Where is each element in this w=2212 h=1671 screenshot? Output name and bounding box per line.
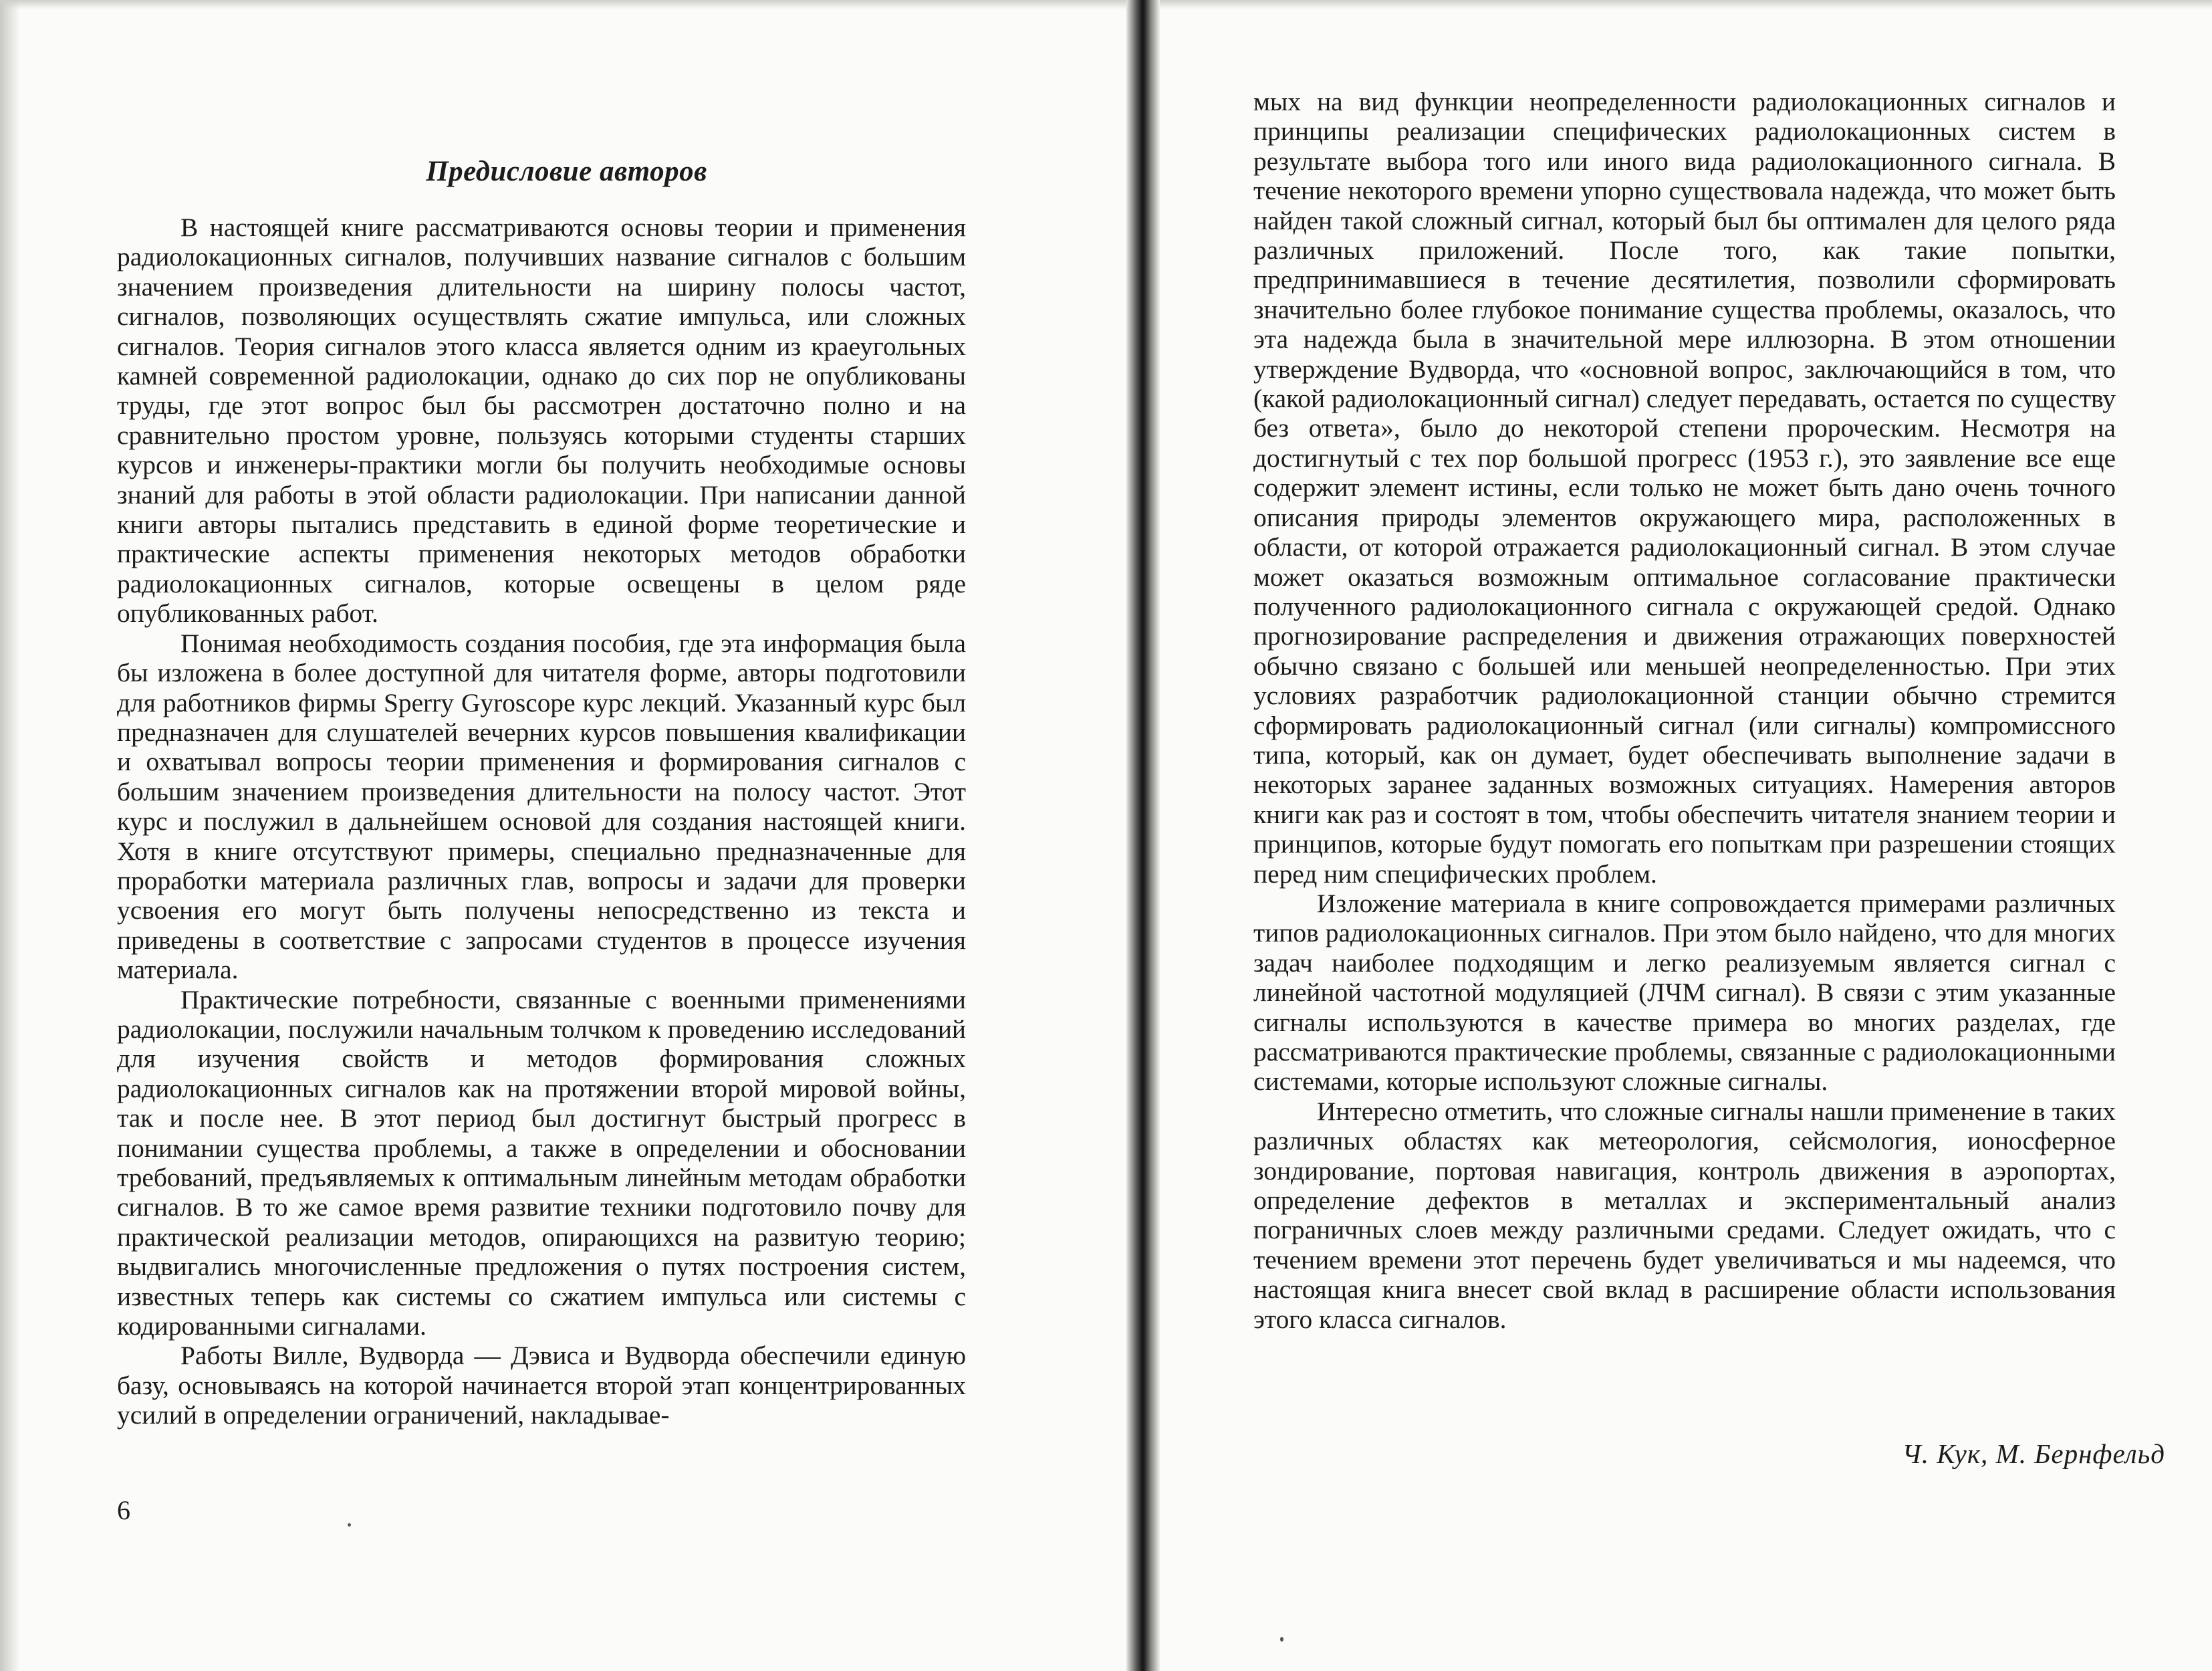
paragraph: Интересно отметить, что сложные сигналы нашли применение в таких различных областях как метеорология, сейсмология, ионосферное зондирование, портовая навигация, контроль движения в аэропортах, определение дефектов в металлах и экспериментальный анализ пограничных слоев между различными средами. Следует ожидать, что с течением времени этот перечень будет увеличиваться и мы надеемся, что настоящая книга внесет свой вклад в расширение области использования этого класса сигналов.: [1253, 1096, 2116, 1334]
paragraph: Практические потребности, связанные с военными применениями радиолокации, послужили начальным толчком к проведению исследований для изучения свойств и методов формирования сложных радиолокационных сигналов как на протяжении второй мировой войны, так и после нее. В этот период был достигнут быстрый прогресс в понимании существа проблемы, а также в определении и обосновании требований, предъявляемых к оптимальным линейным методам обработки сигналов. В то же самое время развитие техники подготовило почву для практической реализации методов, опирающихся на развитую теорию; выдвигались многочисленные предложения о путях построения систем, известных теперь как системы со сжатием импульса или системы с кодированными сигналами.: [117, 984, 966, 1341]
paragraph: В настоящей книге рассматриваются основы теории и применения радиолокационных сигналов, получивших название сигналов с большим значением произведения длительности на ширину полосы частот, сигналов, позволяющих осуществлять сжатие импульса, или сложных сигналов. Теория сигналов этого класса является одним из краеугольных камней современной радиолокации, однако до сих пор не опубликованы труды, где этот вопрос был бы рассмотрен достаточно полно и на сравнительно простом уровне, пользуясь которыми студенты старших курсов и инженеры-практики могли бы получить необходимые основы знаний для работы в этой области радиолокации. При написании данной книги авторы пытались представить в единой форме теоретические и практические аспекты применения некоторых методов обработки радиолокационных сигналов, которые освещены в целом ряде опубликованных работ.: [117, 213, 966, 629]
author-signature: Ч. Кук, М. Бернфельд: [1902, 1438, 2165, 1469]
page-number: 6: [117, 1495, 130, 1525]
right-page-text: [1253, 87, 2116, 1334]
right-page: [1160, 0, 2212, 1671]
print-speck: [1280, 1637, 1283, 1642]
paragraph: Понимая необходимость создания пособия, где эта информация была бы изложена в более доступной для читателя форме, авторы подготовили для работников фирмы Sperry Gyroscope курс лекций. Указанный курс был предназначен для слушателей вечерних курсов повышения квалификации и охватывал вопросы теории применения и формирования сигналов с большим значением произведения длительности на полосу частот. Этот курс и послужил в дальнейшем основой для создания настоящей книги. Хотя в книге отсутствуют примеры, специально предназначенные для проработки материала различных глав, вопросы и задачи для проверки усвоения его могут быть получены непосредственно из текста и приведены в соответствие с запросами студентов в процессе изучения материала.: [117, 628, 966, 985]
page-title: Предисловие авторов: [426, 156, 707, 187]
paragraph: Изложение материала в книге сопровождается примерами различных типов радиолокационных сигналов. При этом было найдено, что для многих задач наиболее подходящим и легко реализуемым является сигнал с линейной частотной модуляцией (ЛЧМ сигнал). В связи с этим указанные сигналы используются в качестве примера во многих разделах, где рассматриваются практические проблемы, связанные с радиолокационными системами, которые используют сложные сигналы.: [1253, 888, 2116, 1097]
book-gutter: [1126, 0, 1160, 1671]
paragraph: мых на вид функции неопределенности радиолокационных сигналов и принципы реализации специфических радиолокационных систем в результате выбора того или иного вида радиолокационного сигнала. В течение некоторого времени упорно существовала надежда, что может быть найден такой сложный сигнал, который был бы оптимален для целого ряда различных приложений. После того, как такие попытки, предпринимавшиеся в течение десятилетия, позволили сформировать значительно более глубокое понимание существа проблемы, оказалось, что эта надежда была в значительной мере иллюзорна. В этом отношении утверждение Вудворда, что «основной вопрос, заключающийся в том, что (какой радиолокационный сигнал) следует передавать, остается по существу без ответа», было до некоторой степени пророческим. Несмотря на достигнутый с тех пор большой прогресс (1953 г.), это заявление все еще содержит элемент истины, если только не может быть дано очень точного описания природы элементов окружающего мира, расположенных в области, от которой отражается радиолокационный сигнал. В этом случае может оказаться возможным оптимальное согласование практически полученного радиолокационного сигнала с окружающей средой. Однако прогнозирование распределения и движения отражающих поверхностей обычно связано с большей или меньшей неопределенностью. При этих условиях разработчик радиолокационной станции обычно стремится сформировать радиолокационный сигнал (или сигналы) компромиссного типа, который, как он думает, будет обеспечивать выполнение задачи в некоторых заранее заданных возможных ситуациях. Намерения авторов книги как раз и состоят в том, чтобы обеспечить читателя знанием теории и принципов, которые будут помогать его попыткам при разрешении стоящих перед ним специфических проблем.: [1253, 87, 2116, 889]
paragraph: Работы Вилле, Вудворда — Дэвиса и Вудворда обеспечили единую базу, основываясь на которой начинается второй этап концентрированных усилий в определении ограничений, накладывае-: [117, 1341, 966, 1430]
left-page-text: [117, 213, 966, 1430]
print-speck: [348, 1523, 351, 1527]
